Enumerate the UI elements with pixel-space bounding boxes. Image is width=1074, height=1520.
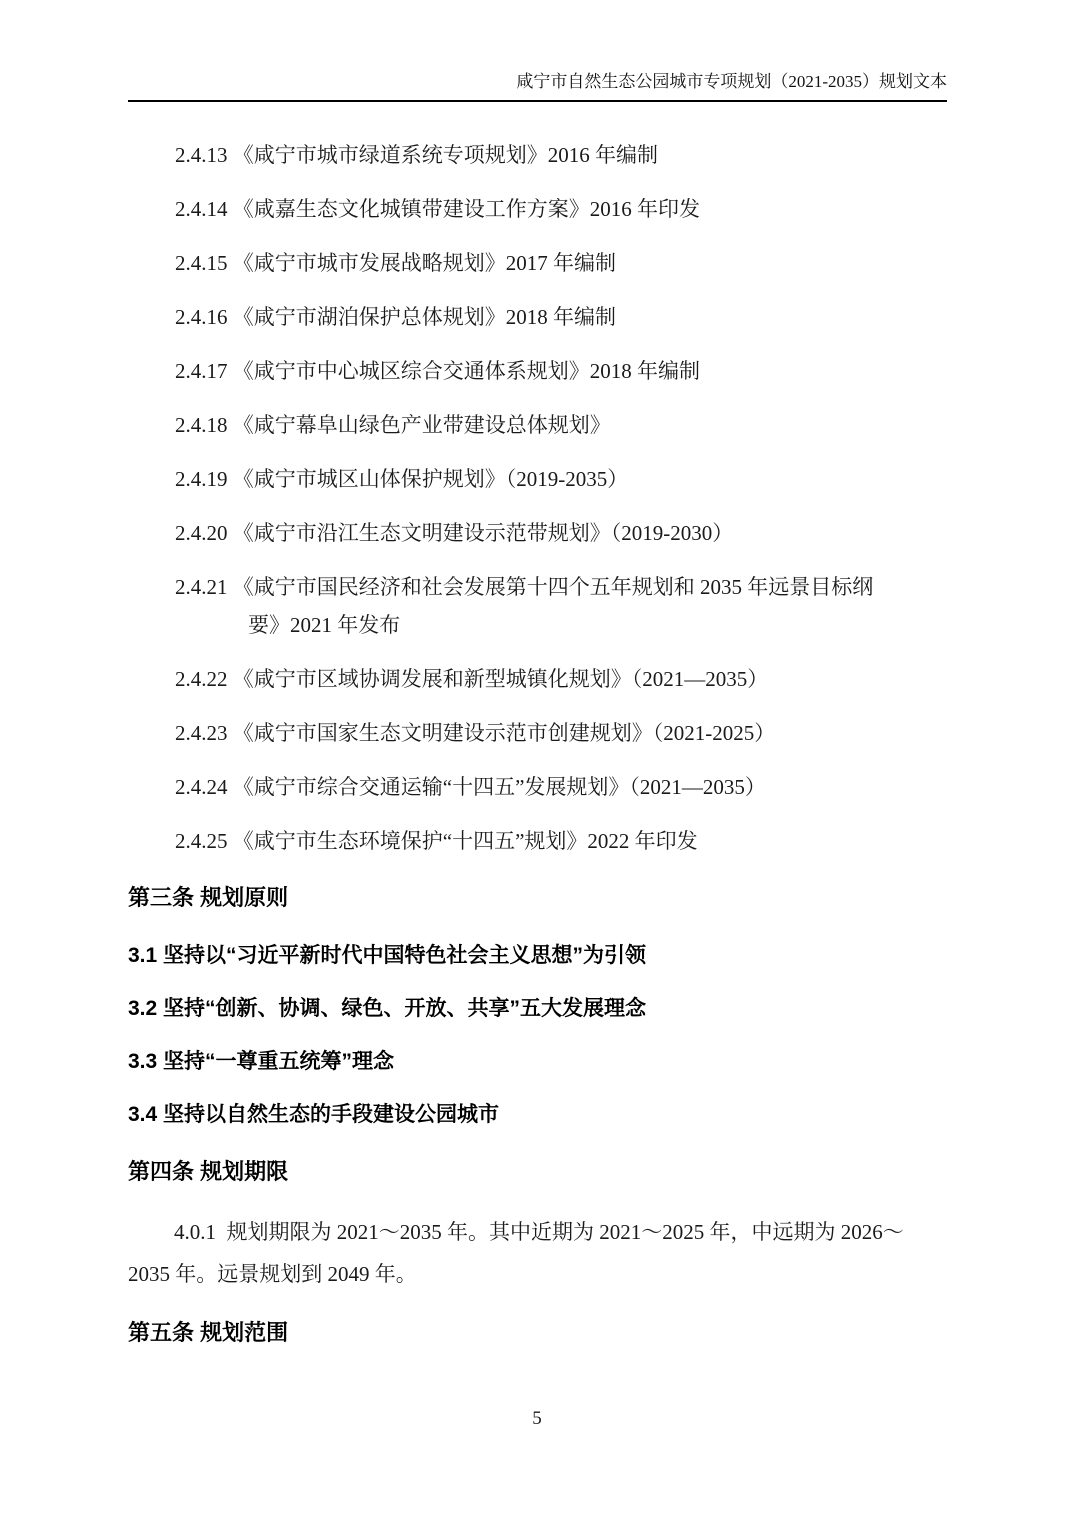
list-item: 2.4.23 《咸宁市国家生态文明建设示范市创建规划》（2021-2025） xyxy=(175,721,776,745)
running-header-title: 咸宁市自然生态公园城市专项规划（2021-2035）规划文本 xyxy=(516,72,947,91)
list-item: 2.4.18 《咸宁幕阜山绿色产业带建设总体规划》 xyxy=(175,413,611,437)
list-item: 2.4.22 《咸宁市区域协调发展和新型城镇化规划》（2021—2035） xyxy=(175,667,769,691)
list-item: 2.4.15 《咸宁市城市发展战略规划》2017 年编制 xyxy=(175,251,616,275)
page-number: 5 xyxy=(532,1408,542,1429)
list-item-line: 要》2021 年发布 xyxy=(248,613,401,637)
list-item: 2.4.24 《咸宁市综合交通运输“十四五”发展规划》（2021—2035） xyxy=(175,775,766,799)
list-item-line: 2.4.21 《咸宁市国民经济和社会发展第十四个五年规划和 2035 年远景目标纲 xyxy=(175,575,874,599)
list-item: 2.4.17 《咸宁市中心城区综合交通体系规划》2018 年编制 xyxy=(175,359,700,383)
section-heading-5: 第五条 规划范围 xyxy=(128,1320,289,1345)
list-item: 2.4.13 《咸宁市城市绿道系统专项规划》2016 年编制 xyxy=(175,143,658,167)
list-item: 2.4.25 《咸宁市生态环境保护“十四五”规划》2022 年印发 xyxy=(175,829,698,853)
section-heading-4: 第四条 规划期限 xyxy=(128,1159,289,1184)
list-item: 2.4.20 《咸宁市沿江生态文明建设示范带规划》（2019-2030） xyxy=(175,521,734,545)
section-heading-3: 第三条 规划原则 xyxy=(128,885,289,910)
list-item: 2.4.19 《咸宁市城区山体保护规划》（2019-2035） xyxy=(175,467,629,491)
document-body xyxy=(128,102,947,1352)
subsection-3-3: 3.3 坚持“一尊重五统筹”理念 xyxy=(128,1050,395,1073)
subsection-3-4: 3.4 坚持以自然生态的手段建设公园城市 xyxy=(128,1103,500,1126)
subsection-3-2: 3.2 坚持“创新、协调、绿色、开放、共享”五大发展理念 xyxy=(128,997,647,1020)
list-item: 2.4.14 《咸嘉生态文化城镇带建设工作方案》2016 年印发 xyxy=(175,197,700,221)
running-header xyxy=(128,0,947,93)
paragraph-line: 2035 年。远景规划到 2049 年。 xyxy=(128,1262,417,1286)
list-item xyxy=(128,568,947,644)
subsection-3-1: 3.1 坚持以“习近平新时代中国特色社会主义思想”为引领 xyxy=(128,944,647,967)
paragraph-4-0-1 xyxy=(128,1211,947,1295)
paragraph-line: 4.0.1 规划期限为 2021～2035 年。其中近期为 2021～2025 年，中远期为 2026～ xyxy=(174,1220,904,1244)
list-item: 2.4.16 《咸宁市湖泊保护总体规划》2018 年编制 xyxy=(175,305,616,329)
